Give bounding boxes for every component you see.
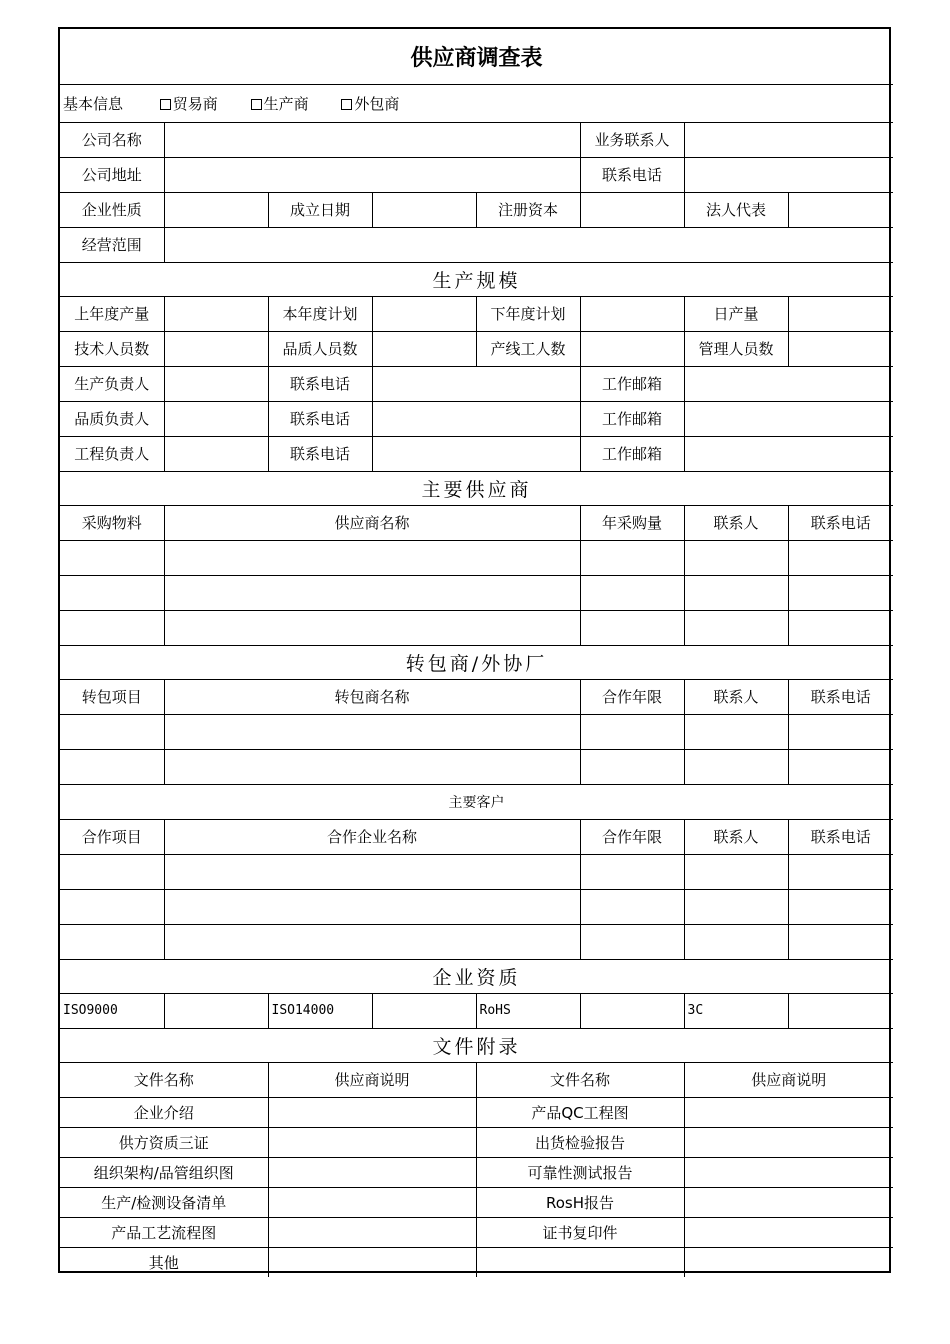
supplier-survey-form: [58, 27, 891, 1273]
input-supplier-note[interactable]: [268, 1157, 476, 1187]
basic-info-label: 基本信息: [63, 94, 124, 113]
header-contact-phone: 联系电话: [788, 819, 893, 854]
label-3c: 3C: [684, 993, 788, 1028]
table-row: [60, 1127, 893, 1157]
input-supplier-note[interactable]: [684, 1097, 893, 1127]
input-technical-staff[interactable]: [164, 331, 268, 366]
input-work-email[interactable]: [684, 366, 893, 401]
header-cooperation-years: 合作年限: [580, 819, 684, 854]
basic-info-row: [60, 84, 893, 122]
file-name: 可靠性测试报告: [476, 1157, 684, 1187]
header-contact-person: 联系人: [684, 819, 788, 854]
input-3c[interactable]: [788, 993, 893, 1028]
input-supplier-note[interactable]: [268, 1127, 476, 1157]
file-name: [476, 1247, 684, 1277]
label-work-email: 工作邮箱: [580, 366, 684, 401]
label-iso9000: ISO9000: [60, 993, 164, 1028]
header-cooperation-item: 合作项目: [60, 819, 164, 854]
input-manager-phone[interactable]: [372, 401, 580, 436]
section-subcontractors: 转包商/外协厂: [60, 645, 893, 679]
label-production-manager: 生产负责人: [60, 366, 164, 401]
file-name: 企业介绍: [60, 1097, 268, 1127]
input-enterprise-nature[interactable]: [164, 192, 268, 227]
label-founded-date: 成立日期: [268, 192, 372, 227]
input-company-name[interactable]: [164, 122, 580, 157]
table-row: [60, 714, 893, 749]
header-contact-phone: 联系电话: [788, 505, 893, 540]
label-daily-output: 日产量: [684, 296, 788, 331]
file-name: 产品QC工程图: [476, 1097, 684, 1127]
label-manager-phone: 联系电话: [268, 366, 372, 401]
input-founded-date[interactable]: [372, 192, 476, 227]
header-cooperation-years: 合作年限: [580, 679, 684, 714]
input-iso14000[interactable]: [372, 993, 476, 1028]
checkbox-icon[interactable]: [160, 99, 171, 110]
file-name: RosH报告: [476, 1187, 684, 1217]
label-work-email: 工作邮箱: [580, 436, 684, 471]
label-line-workers: 产线工人数: [476, 331, 580, 366]
input-company-address[interactable]: [164, 157, 580, 192]
input-supplier-note[interactable]: [684, 1217, 893, 1247]
file-name: 组织架构/品管组织图: [60, 1157, 268, 1187]
input-this-year-plan[interactable]: [372, 296, 476, 331]
input-last-year-output[interactable]: [164, 296, 268, 331]
section-qualifications: 企业资质: [60, 959, 893, 993]
label-enterprise-nature: 企业性质: [60, 192, 164, 227]
label-iso14000: ISO14000: [268, 993, 372, 1028]
option-manufacturer[interactable]: 生产商: [251, 93, 309, 114]
label-next-year-plan: 下年度计划: [476, 296, 580, 331]
input-management-staff[interactable]: [788, 331, 893, 366]
section-production-scale: 生产规模: [60, 262, 893, 296]
input-manager-phone[interactable]: [372, 366, 580, 401]
input-supplier-note[interactable]: [268, 1187, 476, 1217]
header-annual-purchase: 年采购量: [580, 505, 684, 540]
table-row: [60, 749, 893, 784]
option-trader[interactable]: 贸易商: [160, 93, 218, 114]
section-main-suppliers: 主要供应商: [60, 471, 893, 505]
option-outsourcer[interactable]: 外包商: [341, 93, 399, 114]
input-supplier-note[interactable]: [684, 1187, 893, 1217]
label-company-address: 公司地址: [60, 157, 164, 192]
header-supplier-note: 供应商说明: [268, 1062, 476, 1097]
table-row: [60, 610, 893, 645]
label-business-contact: 业务联系人: [580, 122, 684, 157]
file-name: 供方资质三证: [60, 1127, 268, 1157]
input-manager-phone[interactable]: [372, 436, 580, 471]
table-row: [60, 575, 893, 610]
form-table: [60, 29, 893, 1277]
input-business-scope[interactable]: [164, 227, 893, 262]
label-company-name: 公司名称: [60, 122, 164, 157]
input-legal-representative[interactable]: [788, 192, 893, 227]
input-work-email[interactable]: [684, 436, 893, 471]
input-contact-phone[interactable]: [684, 157, 893, 192]
input-line-workers[interactable]: [580, 331, 684, 366]
label-manager-phone: 联系电话: [268, 401, 372, 436]
header-partner-company: 合作企业名称: [164, 819, 580, 854]
input-quality-manager[interactable]: [164, 401, 268, 436]
table-row: [60, 1187, 893, 1217]
input-supplier-note[interactable]: [268, 1097, 476, 1127]
input-supplier-note[interactable]: [268, 1217, 476, 1247]
input-work-email[interactable]: [684, 401, 893, 436]
input-engineering-manager[interactable]: [164, 436, 268, 471]
input-supplier-note[interactable]: [684, 1247, 893, 1277]
table-row: [60, 889, 893, 924]
label-contact-phone: 联系电话: [580, 157, 684, 192]
input-daily-output[interactable]: [788, 296, 893, 331]
checkbox-icon[interactable]: [251, 99, 262, 110]
input-supplier-note[interactable]: [268, 1247, 476, 1277]
header-contact-person: 联系人: [684, 505, 788, 540]
file-name: 其他: [60, 1247, 268, 1277]
label-last-year-output: 上年度产量: [60, 296, 164, 331]
label-work-email: 工作邮箱: [580, 401, 684, 436]
header-contact-person: 联系人: [684, 679, 788, 714]
label-legal-representative: 法人代表: [684, 192, 788, 227]
header-supplier-name: 供应商名称: [164, 505, 580, 540]
checkbox-icon[interactable]: [341, 99, 352, 110]
header-file-name: 文件名称: [476, 1062, 684, 1097]
table-row: [60, 1217, 893, 1247]
label-this-year-plan: 本年度计划: [268, 296, 372, 331]
input-business-contact[interactable]: [684, 122, 893, 157]
table-row: [60, 1157, 893, 1187]
input-supplier-note[interactable]: [684, 1157, 893, 1187]
input-quality-staff[interactable]: [372, 331, 476, 366]
input-next-year-plan[interactable]: [580, 296, 684, 331]
input-registered-capital[interactable]: [580, 192, 684, 227]
file-name: 生产/检测设备清单: [60, 1187, 268, 1217]
label-registered-capital: 注册资本: [476, 192, 580, 227]
file-name: 产品工艺流程图: [60, 1217, 268, 1247]
label-business-scope: 经营范围: [60, 227, 164, 262]
form-title: 供应商调查表: [60, 29, 893, 84]
table-row: [60, 854, 893, 889]
table-row: [60, 540, 893, 575]
file-name: 出货检验报告: [476, 1127, 684, 1157]
label-quality-staff: 品质人员数: [268, 331, 372, 366]
input-production-manager[interactable]: [164, 366, 268, 401]
label-engineering-manager: 工程负责人: [60, 436, 164, 471]
header-supplier-note: 供应商说明: [684, 1062, 893, 1097]
label-technical-staff: 技术人员数: [60, 331, 164, 366]
table-row: [60, 924, 893, 959]
section-attachments: 文件附录: [60, 1028, 893, 1062]
label-management-staff: 管理人员数: [684, 331, 788, 366]
header-purchased-material: 采购物料: [60, 505, 164, 540]
section-main-customers: 主要客户: [60, 784, 893, 819]
label-rohs: RoHS: [476, 993, 580, 1028]
label-quality-manager: 品质负责人: [60, 401, 164, 436]
file-name: 证书复印件: [476, 1217, 684, 1247]
input-iso9000[interactable]: [164, 993, 268, 1028]
table-row: [60, 1247, 893, 1277]
header-contact-phone: 联系电话: [788, 679, 893, 714]
label-manager-phone: 联系电话: [268, 436, 372, 471]
table-row: [60, 1097, 893, 1127]
header-file-name: 文件名称: [60, 1062, 268, 1097]
header-subcontractor-name: 转包商名称: [164, 679, 580, 714]
input-supplier-note[interactable]: [684, 1127, 893, 1157]
header-subcontract-item: 转包项目: [60, 679, 164, 714]
input-rohs[interactable]: [580, 993, 684, 1028]
